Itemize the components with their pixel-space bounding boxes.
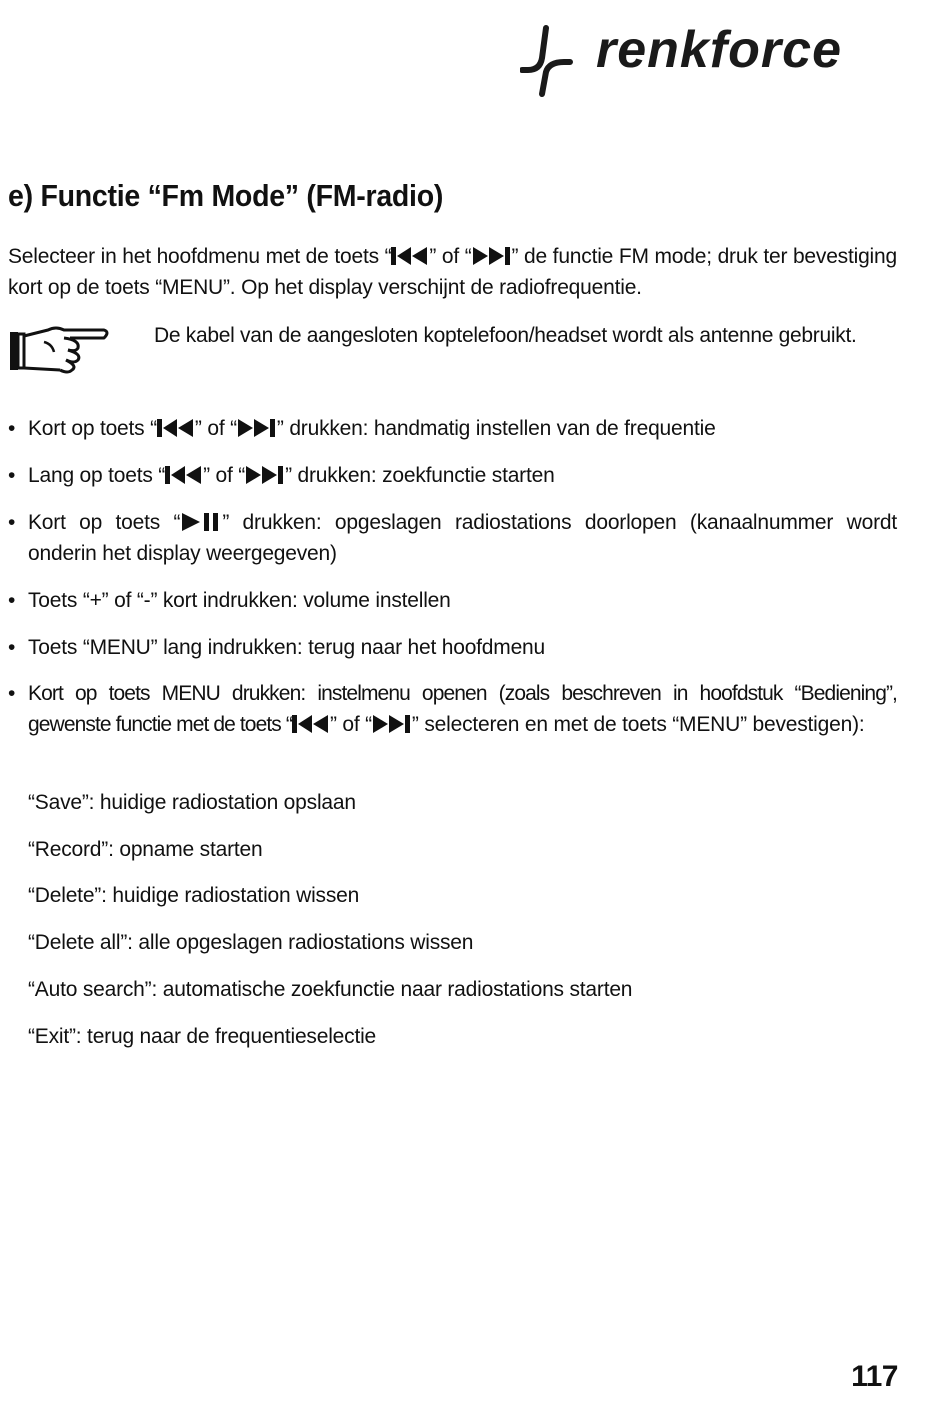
bullet-text: ” drukken: opgeslagen radiostations doorlopen (kanaalnummer wordt onderin het display weergegeven) xyxy=(28,511,897,565)
pointing-hand-icon xyxy=(8,322,112,378)
skip-previous-icon xyxy=(157,418,195,438)
bullet-text: Lang op toets “ xyxy=(28,464,166,487)
skip-next-icon xyxy=(237,418,277,438)
menu-option-record: “Record”: opname starten xyxy=(28,838,263,861)
list-item xyxy=(8,678,897,740)
list-item xyxy=(8,413,897,444)
page-number: 117 xyxy=(851,1360,898,1393)
skip-previous-icon xyxy=(391,246,429,266)
bullet-text: ” drukken: handmatig instellen van de frequentie xyxy=(276,417,716,440)
list-item xyxy=(8,507,897,569)
menu-option-auto-search: “Auto search”: automatische zoekfunctie naar radiostations starten xyxy=(28,978,633,1001)
play-pause-icon xyxy=(180,512,222,532)
bullet-text: Toets “+” of “-” kort indrukken: volume instellen xyxy=(28,589,451,612)
bullet-text: Kort op toets “ xyxy=(28,417,157,440)
intro-paragraph xyxy=(8,241,897,303)
list-item xyxy=(8,460,897,491)
bullet-dot: • xyxy=(8,511,16,534)
intro-text-2: ” of “ xyxy=(429,245,472,268)
menu-option-delete-all: “Delete all”: alle opgeslagen radiostations wissen xyxy=(28,931,474,954)
intro-text-1: Selecteer in het hoofdmenu met de toets “ xyxy=(8,245,392,268)
bullet-text: ” selecteren en met de toets “MENU” bevestigen): xyxy=(411,713,865,736)
antenna-note: De kabel van de aangesloten koptelefoon/headset wordt als antenne gebruikt. xyxy=(154,324,857,347)
skip-next-icon xyxy=(472,246,512,266)
menu-option-exit: “Exit”: terug naar de frequentieselectie xyxy=(28,1025,377,1048)
menu-option-save: “Save”: huidige radiostation opslaan xyxy=(28,791,356,814)
bullet-text: ” of “ xyxy=(203,464,246,487)
bullet-text: ” of “ xyxy=(194,417,237,440)
bullet-text: ” drukken: zoekfunctie starten xyxy=(285,464,555,487)
bullet-text: Kort op toets MENU drukken: instelmenu openen (zoals beschreven in hoofdstuk “Bediening”, gewenste functie met de toets “ xyxy=(28,682,897,736)
skip-previous-icon xyxy=(165,465,203,485)
bullet-dot: • xyxy=(8,464,16,487)
bullet-dot: • xyxy=(8,636,16,659)
bullet-text: Kort op toets “ xyxy=(28,511,181,534)
list-item xyxy=(8,585,897,616)
bullet-text: ” of “ xyxy=(329,713,372,736)
skip-next-icon xyxy=(245,465,285,485)
bullet-text: Toets “MENU” lang indrukken: terug naar het hoofdmenu xyxy=(28,636,546,659)
brand-name: renkforce xyxy=(596,21,842,79)
bullet-dot: • xyxy=(8,417,16,440)
skip-next-icon xyxy=(372,714,412,734)
skip-previous-icon xyxy=(292,714,330,734)
brand-mark-icon xyxy=(520,22,590,102)
bullet-dot: • xyxy=(8,589,16,612)
intro-text-3: ” de functie FM mode; druk ter bevestiging kort op de toets “MENU”. Op het display verschijnt de radiofrequentie. xyxy=(8,245,897,299)
section-title: e) Functie “Fm Mode” (FM-radio) xyxy=(8,178,444,213)
list-item xyxy=(8,632,897,663)
menu-option-delete: “Delete”: huidige radiostation wissen xyxy=(28,884,360,907)
brand-logo xyxy=(520,22,900,102)
bullet-dot: • xyxy=(8,682,16,705)
